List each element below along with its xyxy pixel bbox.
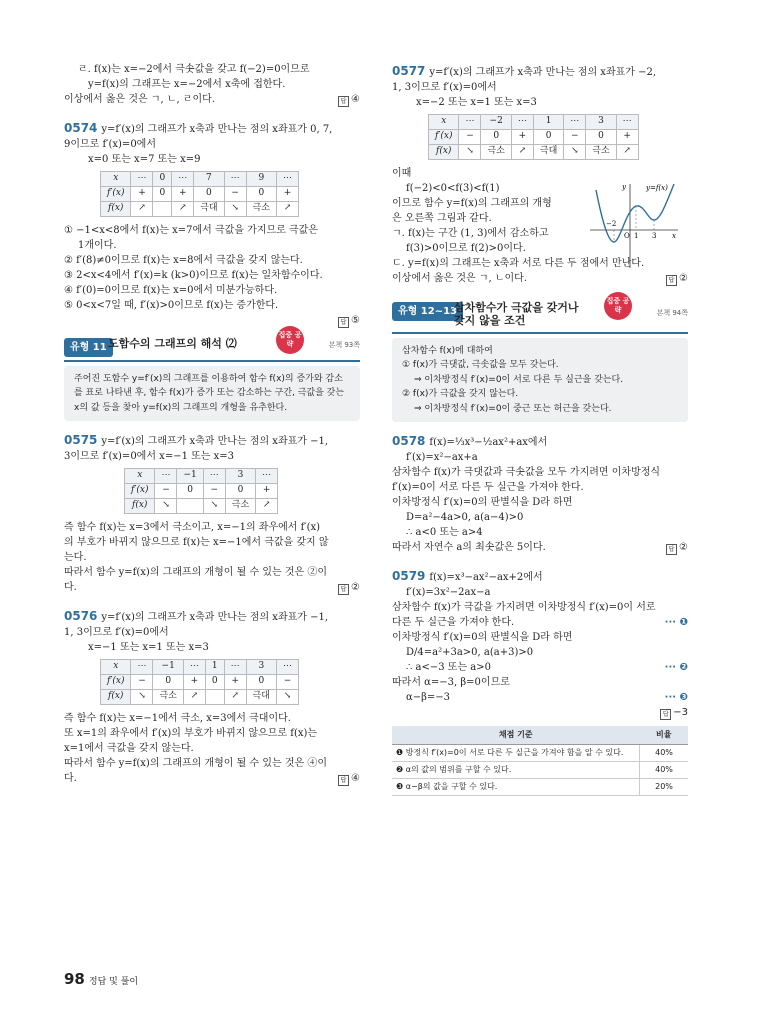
table-cell: 0 bbox=[481, 130, 511, 145]
table-cell: 1 bbox=[205, 660, 224, 675]
table-cell: 0 bbox=[246, 675, 276, 690]
table-cell: 극대 bbox=[246, 690, 276, 705]
page-reference: 본책 93쪽 bbox=[328, 341, 360, 349]
table-cell: 0 bbox=[153, 187, 172, 202]
tick-label: 3 bbox=[652, 232, 657, 240]
table-cell: x bbox=[101, 172, 131, 187]
grading-cell: ❸ α−β의 값을 구할 수 있다. bbox=[392, 778, 640, 795]
table-cell: ⋯ bbox=[277, 660, 299, 675]
problem-text: y=f′(x)의 그래프가 x축과 만나는 점의 x좌표가 −2, bbox=[429, 67, 657, 78]
table-cell: 1 bbox=[533, 115, 563, 130]
problem-0574 bbox=[64, 119, 360, 328]
sign-table bbox=[428, 114, 639, 160]
table-cell: ↗ bbox=[172, 202, 194, 217]
solution-text: 따라서 자연수 a의 최솟값은 5이다. 답 ② bbox=[392, 541, 688, 553]
table-cell: f′(x) bbox=[101, 187, 131, 202]
problem-0576 bbox=[64, 607, 360, 786]
table-cell: − bbox=[131, 675, 153, 690]
problem-text: f(x)=⅓x³−½ax²+ax에서 bbox=[429, 436, 548, 448]
table-cell: ⋯ bbox=[511, 115, 533, 130]
table-cell: ↘ bbox=[277, 690, 299, 705]
table-cell: f′(x) bbox=[429, 130, 459, 145]
focus-badge: 집중 공략 bbox=[604, 292, 632, 320]
table-cell: ↘ bbox=[131, 690, 153, 705]
table-cell: ⋯ bbox=[155, 469, 177, 484]
problem-text: y=f′(x)의 그래프가 x축과 만나는 점의 x좌표가 0, 7, bbox=[101, 124, 333, 135]
grading-cell: 20% bbox=[640, 778, 689, 795]
answer-mark: 답 ② bbox=[666, 540, 688, 555]
note-line: ① f(x)가 극댓값, 극솟값을 모두 갖는다. bbox=[402, 360, 559, 371]
problem-text: f(x)=x³−ax²−ax+2에서 bbox=[429, 571, 543, 583]
table-cell: − bbox=[277, 675, 299, 690]
problem-0577 bbox=[392, 62, 688, 286]
answer-line bbox=[392, 705, 688, 720]
type-12-13-note bbox=[392, 338, 688, 422]
table-cell: 극소 bbox=[225, 499, 255, 514]
table-cell: 극소 bbox=[586, 145, 616, 160]
table-cell: ⋯ bbox=[277, 172, 299, 187]
table-cell: + bbox=[277, 187, 299, 202]
table-cell: −2 bbox=[481, 115, 511, 130]
note-line: ⇒ 이차방정식 f′(x)=0이 서로 다른 두 실근을 갖는다. bbox=[414, 374, 624, 385]
solution-text: 또 x=1의 좌우에서 f′(x)의 부호가 바뀌지 않으므로 f(x)는 bbox=[64, 728, 318, 740]
table-cell: ⋯ bbox=[203, 469, 225, 484]
solution-text: ∴ a<−3 또는 a>0 ··· ❷ bbox=[406, 661, 688, 673]
option-line: ② f′(8)≠0이므로 f(x)는 x=8에서 극값을 갖지 않는다. bbox=[64, 255, 303, 266]
table-cell: 극소 bbox=[246, 202, 276, 217]
answer-line bbox=[64, 313, 360, 328]
table-cell: x bbox=[101, 660, 131, 675]
step-marker: ··· ❷ bbox=[664, 661, 688, 673]
solution-text: 즉 함수 f(x)는 x=3에서 극소이고, x=−1의 좌우에서 f′(x) bbox=[64, 522, 321, 534]
sign-table bbox=[100, 659, 299, 705]
table-cell: 극대 bbox=[194, 202, 224, 217]
answer-icon: 답 bbox=[666, 544, 677, 555]
solution-text: 따라서 α=−3, β=0이므로 bbox=[392, 676, 510, 688]
option-line: 1개이다. bbox=[78, 240, 117, 251]
problem-text: 3이므로 f′(x)=0에서 x=−1 또는 x=3 bbox=[64, 451, 234, 463]
table-cell: + bbox=[183, 675, 205, 690]
answer-icon: 답 bbox=[338, 96, 349, 107]
table-cell: + bbox=[511, 130, 533, 145]
table-cell: ↗ bbox=[224, 690, 246, 705]
answer-mark: 답 ② bbox=[338, 580, 360, 595]
type-11-note: 주어진 도함수 y=f′(x)의 그래프를 이용하여 함수 f(x)의 증가와 감소를 표로 나타낸 후, 함수 f(x)가 증가 또는 감소하는 구간, 극값을 갖는 x의 값 등을 찾아 y=f(x)의 그래프의 개형을 유추한다. bbox=[64, 366, 360, 421]
table-cell: + bbox=[616, 130, 638, 145]
problem-text: y=f′(x)의 그래프가 x축과 만나는 점의 x좌표가 −1, bbox=[101, 436, 329, 448]
table-cell: − bbox=[203, 484, 225, 499]
solution-text: ㄱ. f(x)는 구간 (1, 3)에서 감소하고 bbox=[392, 228, 549, 239]
problem-number: 0574 bbox=[64, 121, 98, 135]
solution-text: α−β=−3 ··· ❸ bbox=[406, 691, 688, 703]
table-cell: 9 bbox=[246, 172, 276, 187]
table-cell: − bbox=[224, 187, 246, 202]
right-column bbox=[392, 62, 688, 796]
table-cell: ⋯ bbox=[183, 660, 205, 675]
solution-text: 이차방정식 f′(x)=0의 판별식을 D라 하면 bbox=[392, 496, 573, 508]
table-cell: − bbox=[564, 130, 586, 145]
answer-icon: 답 bbox=[666, 275, 677, 286]
table-cell: 0 bbox=[533, 130, 563, 145]
problem-number: 0576 bbox=[64, 609, 98, 624]
problem-0579 bbox=[392, 567, 688, 796]
type-title: 도함수의 그래프의 해석 ⑵ bbox=[108, 337, 237, 350]
table-cell: ↗ bbox=[511, 145, 533, 160]
type-title: 삼차함수가 극값을 갖거나 갖지 않을 조건 bbox=[454, 301, 579, 328]
problem-text: x=0 또는 x=7 또는 x=9 bbox=[88, 154, 201, 165]
solution-text: 의 부호가 바뀌지 않으므로 f(x)는 x=−1에서 극값을 갖지 않 bbox=[64, 537, 329, 549]
sign-table bbox=[124, 468, 278, 514]
focus-badge: 집중 공략 bbox=[276, 326, 304, 354]
answer-mark: 답 ② bbox=[666, 271, 688, 286]
solution-text: f(−2)<0<f(3)<f(1) bbox=[406, 183, 500, 194]
tick-label: 1 bbox=[634, 232, 639, 240]
solution-text: x=1에서 극값을 갖지 않는다. bbox=[64, 743, 194, 755]
problem-number: 0578 bbox=[392, 433, 426, 448]
table-cell: ⋯ bbox=[564, 115, 586, 130]
table-cell: 0 bbox=[153, 675, 183, 690]
table-cell: 0 bbox=[586, 130, 616, 145]
table-cell: ⋯ bbox=[616, 115, 638, 130]
footer-label: 정답 및 풀이 bbox=[88, 977, 139, 987]
answer-mark: 답 ④ bbox=[338, 771, 360, 786]
type-tag: 유형 12~13 bbox=[392, 302, 463, 321]
problem-text: x=−2 또는 x=1 또는 x=3 bbox=[416, 97, 537, 108]
table-cell: f(x) bbox=[125, 499, 155, 514]
answer-icon: 답 bbox=[660, 709, 671, 720]
table-cell: −1 bbox=[153, 660, 183, 675]
grading-cell: 40% bbox=[640, 744, 689, 761]
grading-cell: 40% bbox=[640, 761, 689, 778]
grading-header: 비율 bbox=[640, 726, 689, 745]
table-cell: + bbox=[172, 187, 194, 202]
table-cell: x bbox=[429, 115, 459, 130]
problem-number: 0579 bbox=[392, 568, 426, 583]
table-cell: 7 bbox=[194, 172, 224, 187]
answer-icon: 답 bbox=[338, 584, 349, 595]
table-cell: f′(x) bbox=[101, 675, 131, 690]
intro-line: 이상에서 옳은 것은 ㄱ, ㄴ, ㄹ이다. 답 ④ bbox=[64, 94, 360, 105]
answer-icon: 답 bbox=[338, 775, 349, 786]
answer-mark: 답 −3 bbox=[660, 705, 688, 720]
problem-number: 0575 bbox=[64, 433, 98, 448]
tick-label: −2 bbox=[606, 220, 617, 228]
table-cell: ⋯ bbox=[224, 172, 246, 187]
table-cell bbox=[177, 499, 203, 514]
table-cell: ↘ bbox=[224, 202, 246, 217]
table-cell: − bbox=[459, 130, 481, 145]
table-cell: + bbox=[131, 187, 153, 202]
grading-cell: ❷ α의 값의 범위를 구할 수 있다. bbox=[392, 761, 640, 778]
table-cell: ⋯ bbox=[224, 660, 246, 675]
table-cell: + bbox=[256, 484, 278, 499]
solution-text: ∴ a<0 또는 a>4 bbox=[406, 526, 483, 538]
step-marker: ··· ❸ bbox=[664, 691, 688, 703]
page-number: 98 bbox=[64, 970, 85, 988]
type-tag: 유형 11 bbox=[64, 338, 113, 357]
solution-text: 이차방정식 f′(x)=0의 판별식을 D라 하면 bbox=[392, 631, 573, 643]
table-cell: 0 bbox=[177, 484, 203, 499]
note-line: 삼차함수 f(x)에 대하여 bbox=[402, 346, 493, 356]
solution-text: 다. 답 ④ bbox=[64, 773, 360, 785]
solution-text: 다른 두 실근을 가져야 한다. ··· ❶ bbox=[392, 616, 688, 628]
table-cell: f(x) bbox=[101, 202, 131, 217]
table-cell: 3 bbox=[225, 469, 255, 484]
grading-header: 채점 기준 bbox=[392, 726, 640, 745]
func-label: y=f(x) bbox=[646, 184, 668, 192]
intro-line: y=f(x)의 그래프는 x=−2에서 x축에 접한다. bbox=[88, 79, 286, 90]
table-cell: f(x) bbox=[101, 690, 131, 705]
answer-icon: 답 bbox=[338, 317, 349, 328]
solution-text: 따라서 함수 y=f(x)의 그래프의 개형이 될 수 있는 것은 ②이 bbox=[64, 567, 327, 579]
table-cell bbox=[205, 690, 224, 705]
table-cell: 극소 bbox=[153, 690, 183, 705]
problem-text: 9이므로 f′(x)=0에서 bbox=[64, 139, 156, 150]
table-cell: ⋯ bbox=[256, 469, 278, 484]
problem-text: y=f′(x)의 그래프가 x축과 만나는 점의 x좌표가 −1, bbox=[101, 612, 329, 624]
solution-text: f′(x)=0이 서로 다른 두 실근을 가져야 한다. bbox=[392, 481, 584, 493]
x-label: x bbox=[672, 232, 676, 240]
option-line: ④ f′(0)=0이므로 f(x)는 x=0에서 미분가능하다. bbox=[64, 285, 278, 296]
table-cell: + bbox=[224, 675, 246, 690]
problem-0578 bbox=[392, 432, 688, 555]
option-line: ③ 2<x<4에서 f′(x)=k (k>0)이므로 f(x)는 일차함수이다. bbox=[64, 270, 323, 281]
solution-text: 이므로 함수 y=f(x)의 그래프의 개형 bbox=[392, 198, 552, 209]
table-cell: ↗ bbox=[131, 202, 153, 217]
problem-number: 0577 bbox=[392, 64, 426, 78]
solution-text: 이상에서 옳은 것은 ㄱ, ㄴ이다. 답 ② bbox=[392, 273, 688, 284]
table-cell: ⋯ bbox=[131, 172, 153, 187]
problem-text: 1, 3이므로 f′(x)=0에서 bbox=[64, 627, 169, 639]
table-cell: ↗ bbox=[183, 690, 205, 705]
answer-mark: 답 ④ bbox=[338, 92, 360, 107]
solution-text: 삼차함수 f(x)가 극값을 가지려면 이차방정식 f′(x)=0이 서로 bbox=[392, 601, 656, 613]
solution-text: f′(x)=x²−ax+a bbox=[406, 451, 478, 463]
type-11-header bbox=[64, 331, 360, 362]
table-cell bbox=[153, 202, 172, 217]
table-cell: ↗ bbox=[616, 145, 638, 160]
solution-text: f(3)>0이므로 f(2)>0이다. bbox=[406, 243, 526, 254]
table-cell: ⋯ bbox=[172, 172, 194, 187]
y-label: y bbox=[622, 183, 626, 191]
problem-text: x=−1 또는 x=1 또는 x=3 bbox=[88, 642, 209, 654]
cubic-graph bbox=[588, 180, 680, 270]
solution-text: 이때 bbox=[392, 168, 412, 179]
answer-mark: 답 ⑤ bbox=[338, 313, 360, 328]
table-cell: 3 bbox=[586, 115, 616, 130]
page-footer bbox=[64, 968, 138, 991]
page-reference: 본책 94쪽 bbox=[656, 309, 688, 317]
table-cell: 0 bbox=[225, 484, 255, 499]
grading-cell: ❶ 방정식 f′(x)=0이 서로 다른 두 실근을 가져야 함을 알 수 있다. bbox=[392, 744, 640, 761]
step-marker: ··· ❶ bbox=[664, 616, 688, 628]
solution-text: f′(x)=3x²−2ax−a bbox=[406, 586, 491, 598]
solution-text: 다. 답 ② bbox=[64, 582, 360, 594]
table-cell: − bbox=[155, 484, 177, 499]
table-cell: ↘ bbox=[203, 499, 225, 514]
table-cell: 극대 bbox=[533, 145, 563, 160]
option-line: ① −1<x<8에서 f(x)는 x=7에서 극값을 가지므로 극값은 bbox=[64, 225, 318, 236]
table-cell: −1 bbox=[177, 469, 203, 484]
solution-text: 삼차함수 f(x)가 극댓값과 극솟값을 모두 가지려면 이차방정식 bbox=[392, 466, 661, 478]
table-cell: 0 bbox=[246, 187, 276, 202]
origin-label: O bbox=[624, 232, 630, 240]
table-cell: f′(x) bbox=[125, 484, 155, 499]
table-cell: 극소 bbox=[481, 145, 511, 160]
solution-text: 는다. bbox=[64, 552, 87, 564]
table-cell: f(x) bbox=[429, 145, 459, 160]
solution-text: D=a²−4a>0, a(a−4)>0 bbox=[406, 511, 524, 523]
problem-0575 bbox=[64, 431, 360, 595]
option-line: ⑤ 0<x<7일 때, f′(x)>0이므로 f(x)는 증가한다. bbox=[64, 300, 279, 311]
table-cell: 0 bbox=[194, 187, 224, 202]
grading-table bbox=[392, 726, 688, 796]
table-cell: x bbox=[125, 469, 155, 484]
solution-text: 따라서 함수 y=f(x)의 그래프의 개형이 될 수 있는 것은 ④이 bbox=[64, 758, 327, 770]
sign-table bbox=[100, 171, 299, 217]
solution-text: D/4=a²+3a>0, a(a+3)>0 bbox=[406, 646, 534, 658]
note-line: ② f(x)가 극값을 갖지 않는다. bbox=[402, 389, 519, 400]
table-cell: ↘ bbox=[459, 145, 481, 160]
table-cell: ↘ bbox=[564, 145, 586, 160]
table-cell: ↗ bbox=[277, 202, 299, 217]
table-cell: ⋯ bbox=[131, 660, 153, 675]
table-cell: ↗ bbox=[256, 499, 278, 514]
left-column bbox=[64, 62, 360, 786]
intro-line: ㄹ. f(x)는 x=−2에서 극솟값을 갖고 f(−2)=0이므로 bbox=[78, 64, 310, 75]
table-cell: ⋯ bbox=[459, 115, 481, 130]
table-cell: 3 bbox=[246, 660, 276, 675]
type-12-13-header bbox=[392, 298, 688, 334]
table-cell: ↘ bbox=[155, 499, 177, 514]
note-line: ⇒ 이차방정식 f′(x)=0이 중근 또는 허근을 갖는다. bbox=[414, 403, 612, 414]
solution-text: 즉 함수 f(x)는 x=−1에서 극소, x=3에서 극대이다. bbox=[64, 713, 291, 725]
solution-text: 은 오른쪽 그림과 같다. bbox=[392, 213, 492, 224]
problem-text: 1, 3이므로 f′(x)=0에서 bbox=[392, 82, 497, 93]
table-cell: 0 bbox=[153, 172, 172, 187]
table-cell: 0 bbox=[205, 675, 224, 690]
solution-text: ㄷ. y=f(x)의 그래프는 x축과 서로 다른 두 점에서 만난다. bbox=[392, 258, 645, 269]
